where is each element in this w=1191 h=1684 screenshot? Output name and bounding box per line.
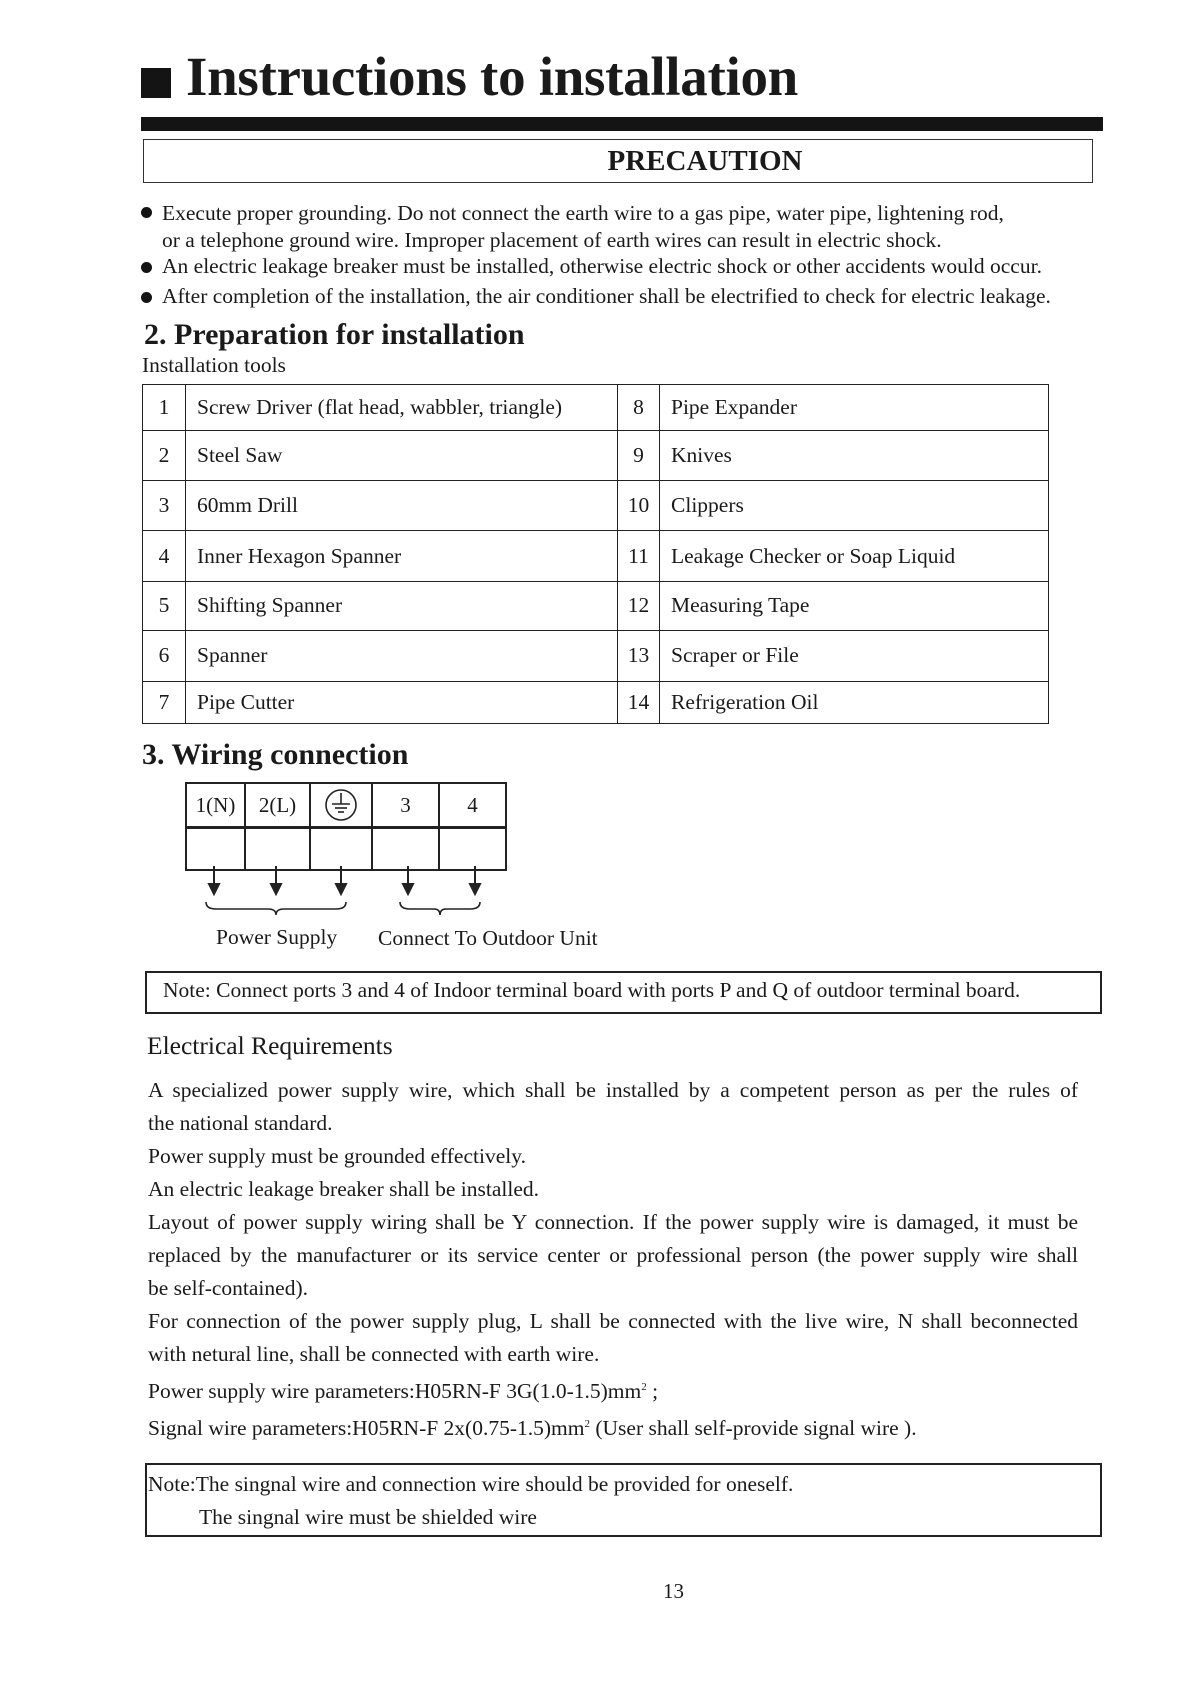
- elec-line-1: A specialized power supply wire, which shall be installed by a competent person as per the rules of: [148, 1078, 1078, 1102]
- terminal-2l: 2(L): [245, 783, 310, 828]
- power-wire-params: Power supply wire parameters:H05RN-F $3G(1.0-1.5)mm^2$ ;: [148, 1379, 659, 1404]
- tool-number: 5: [143, 581, 186, 630]
- tool-name: 60mm Drill: [186, 480, 618, 530]
- precaution-2: An electric leakage breaker must be installed, otherwise electric shock or other accidents would occur.: [162, 254, 1042, 278]
- signal-note-line-2: The singnal wire must be shielded wire: [199, 1505, 537, 1529]
- terminal-1n: 1(N): [186, 783, 245, 828]
- signal-note-line-1: Note:The singnal wire and connection wire should be provided for oneself.: [148, 1472, 794, 1496]
- bullet-icon: [141, 262, 152, 273]
- elec-line-9: with netural line, shall be connected with earth wire.: [148, 1342, 600, 1366]
- elec-line-6: replaced by the manufacturer or its service center or professional person (the power supply wire shall: [148, 1243, 1078, 1267]
- precaution-1-line-2: or a telephone ground wire. Improper placement of earth wires can result in electric shock.: [162, 228, 942, 252]
- tool-number: 13: [618, 631, 660, 681]
- bullet-icon: [141, 207, 152, 218]
- tools-row: [143, 385, 1049, 431]
- terminal-slot: [372, 828, 439, 871]
- tools-row: [143, 431, 1049, 480]
- arrow-head-icon: [403, 884, 413, 894]
- tool-name: Leakage Checker or Soap Liquid: [660, 531, 1049, 581]
- elec-line-8: For connection of the power supply plug, L shall be connected with the live wire, N shall beconnected: [148, 1309, 1078, 1333]
- tool-name: Pipe Cutter: [186, 681, 618, 723]
- electrical-heading: Electrical Requirements: [147, 1031, 393, 1060]
- tool-number: 7: [143, 681, 186, 723]
- terminal-ground: [310, 783, 372, 828]
- power-supply-label: Power Supply: [216, 925, 338, 949]
- tools-row: [143, 631, 1049, 681]
- page-title: Instructions to installation: [186, 46, 798, 107]
- title-square-icon: [141, 68, 171, 98]
- precaution-3: After completion of the installation, the air conditioner shall be electrified to check for electric leakage.: [162, 284, 1051, 308]
- tool-number: 3: [143, 480, 186, 530]
- tool-number: 6: [143, 631, 186, 681]
- elec-line-3: Power supply must be grounded effectively.: [148, 1144, 526, 1168]
- tool-name: Pipe Expander: [660, 385, 1049, 431]
- elec-line-2: the national standard.: [148, 1111, 333, 1135]
- terminal-slot: [186, 828, 245, 871]
- terminal-3: 3: [372, 783, 439, 828]
- tool-name: Measuring Tape: [660, 581, 1049, 630]
- tools-row: [143, 581, 1049, 630]
- tool-name: Inner Hexagon Spanner: [186, 531, 618, 581]
- precaution-title: PRECAUTION: [607, 145, 803, 177]
- earth-ground-icon: [323, 788, 359, 822]
- tools-row: [143, 531, 1049, 581]
- installation-tools-label: Installation tools: [142, 353, 286, 377]
- tool-number: 11: [618, 531, 660, 581]
- terminal-slot: [439, 828, 506, 871]
- terminal-board: [185, 782, 507, 871]
- tool-number: 14: [618, 681, 660, 723]
- tools-table: [142, 384, 1049, 724]
- signal-wire-params: Signal wire parameters:H05RN-F $2x(0.75-1.5)mm^2$ (User shall self-provide signal wire ).: [148, 1416, 917, 1441]
- wiring-arrows: [180, 866, 520, 918]
- tool-name: Screw Driver (flat head, wabbler, triangle): [186, 385, 618, 431]
- arrow-head-icon: [271, 884, 281, 894]
- outdoor-unit-brace: [400, 902, 480, 915]
- tool-name: Scraper or File: [660, 631, 1049, 681]
- preparation-heading: 2. Preparation for installation: [144, 318, 525, 351]
- elec-line-5: Layout of power supply wiring shall be Y connection. If the power supply wire is damaged, it must be: [148, 1210, 1078, 1234]
- precaution-1-line-1: Execute proper grounding. Do not connect the earth wire to a gas pipe, water pipe, lightening rod,: [162, 201, 1004, 225]
- tool-number: 9: [618, 431, 660, 480]
- elec-line-4: An electric leakage breaker shall be installed.: [148, 1177, 539, 1201]
- tool-name: Refrigeration Oil: [660, 681, 1049, 723]
- tools-row: [143, 681, 1049, 723]
- tool-name: Steel Saw: [186, 431, 618, 480]
- arrow-head-icon: [209, 884, 219, 894]
- tool-number: 2: [143, 431, 186, 480]
- terminal-4: 4: [439, 783, 506, 828]
- elec-line-7: be self-contained).: [148, 1276, 308, 1300]
- tool-number: 12: [618, 581, 660, 630]
- page-number: 13: [663, 1579, 684, 1603]
- tool-name: Clippers: [660, 480, 1049, 530]
- tool-name: Spanner: [186, 631, 618, 681]
- outdoor-unit-label: Connect To Outdoor Unit: [378, 926, 598, 950]
- arrow-head-icon: [470, 884, 480, 894]
- bullet-icon: [141, 292, 152, 303]
- tool-number: 10: [618, 480, 660, 530]
- tool-number: 4: [143, 531, 186, 581]
- title-rule: [141, 117, 1103, 131]
- electrical-requirements: [148, 1074, 1078, 1445]
- tools-row: [143, 480, 1049, 530]
- tool-name: Shifting Spanner: [186, 581, 618, 630]
- tool-number: 8: [618, 385, 660, 431]
- wiring-heading: 3. Wiring connection: [142, 738, 409, 771]
- tool-name: Knives: [660, 431, 1049, 480]
- arrow-head-icon: [336, 884, 346, 894]
- terminal-slot: [310, 828, 372, 871]
- tool-number: 1: [143, 385, 186, 431]
- wiring-note: Note: Connect ports 3 and 4 of Indoor terminal board with ports P and Q of outdoor terminal board.: [163, 978, 1021, 1002]
- power-supply-brace: [206, 902, 346, 915]
- terminal-slot: [245, 828, 310, 871]
